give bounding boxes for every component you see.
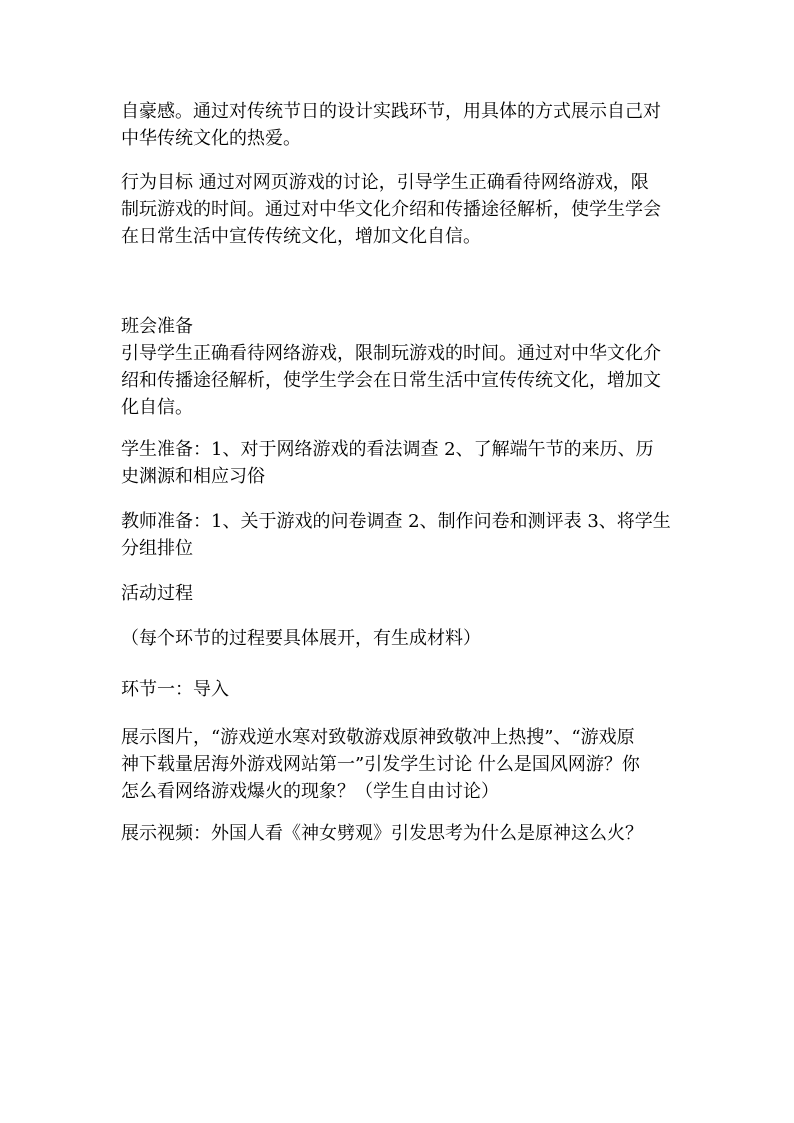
- text-line: 中华传统文化的热爱。: [121, 128, 301, 149]
- text-line: 教师准备：1、关于游戏的问卷调查 2、制作问卷和测评表 3、将学生: [121, 511, 671, 532]
- text-line: 行为目标 通过对网页游戏的讨论，引导学生正确看待网络游戏，限: [121, 172, 649, 193]
- paragraph-behavior-goal: [121, 169, 677, 250]
- text-line: 展示图片，“游戏逆水寒对致敬游戏原神致敬冲上热搜”、“游戏原: [121, 727, 635, 748]
- paragraph-teacher-prep: [121, 508, 677, 562]
- text-line: 怎么看网络游戏爆火的现象？（学生自由讨论）: [121, 781, 499, 802]
- text-line: 制玩游戏的时间。通过对中华文化介绍和传播途径解析，使学生学会: [121, 199, 661, 220]
- paragraph-show-pictures: [121, 724, 677, 805]
- text-line: 学生准备：1、对于网络游戏的看法调查 2、了解端午节的来历、历: [121, 439, 654, 460]
- text-line: 史渊源和相应习俗: [121, 466, 265, 487]
- section-heading-step-one: 环节一：导入: [121, 679, 229, 700]
- section-heading-activity-process: 活动过程: [121, 583, 193, 604]
- paragraph-note: （每个环节的过程要具体展开，有生成材料）: [121, 628, 481, 649]
- paragraph-class-meeting-prep: [121, 313, 677, 421]
- text-line: 化自信。: [121, 397, 193, 418]
- text-line: 绍和传播途径解析，使学生学会在日常生活中宣传传统文化，增加文: [121, 370, 661, 391]
- paragraph-student-prep: [121, 436, 677, 490]
- text-line: 自豪感。通过对传统节日的设计实践环节，用具体的方式展示自己对: [121, 101, 661, 122]
- section-heading: 班会准备: [121, 316, 193, 337]
- text-line: 引导学生正确看待网络游戏，限制玩游戏的时间。通过对中华文化介: [121, 343, 661, 364]
- paragraph-show-video: 展示视频：外国人看《神女劈观》引发思考为什么是原神这么火？: [121, 823, 643, 844]
- text-line: 分组排位: [121, 538, 193, 559]
- paragraph-emotional-goal: [121, 98, 677, 152]
- text-line: 在日常生活中宣传传统文化，增加文化自信。: [121, 226, 481, 247]
- text-line: 神下载量居海外游戏网站第一”引发学生讨论 什么是国风网游？你: [121, 754, 640, 775]
